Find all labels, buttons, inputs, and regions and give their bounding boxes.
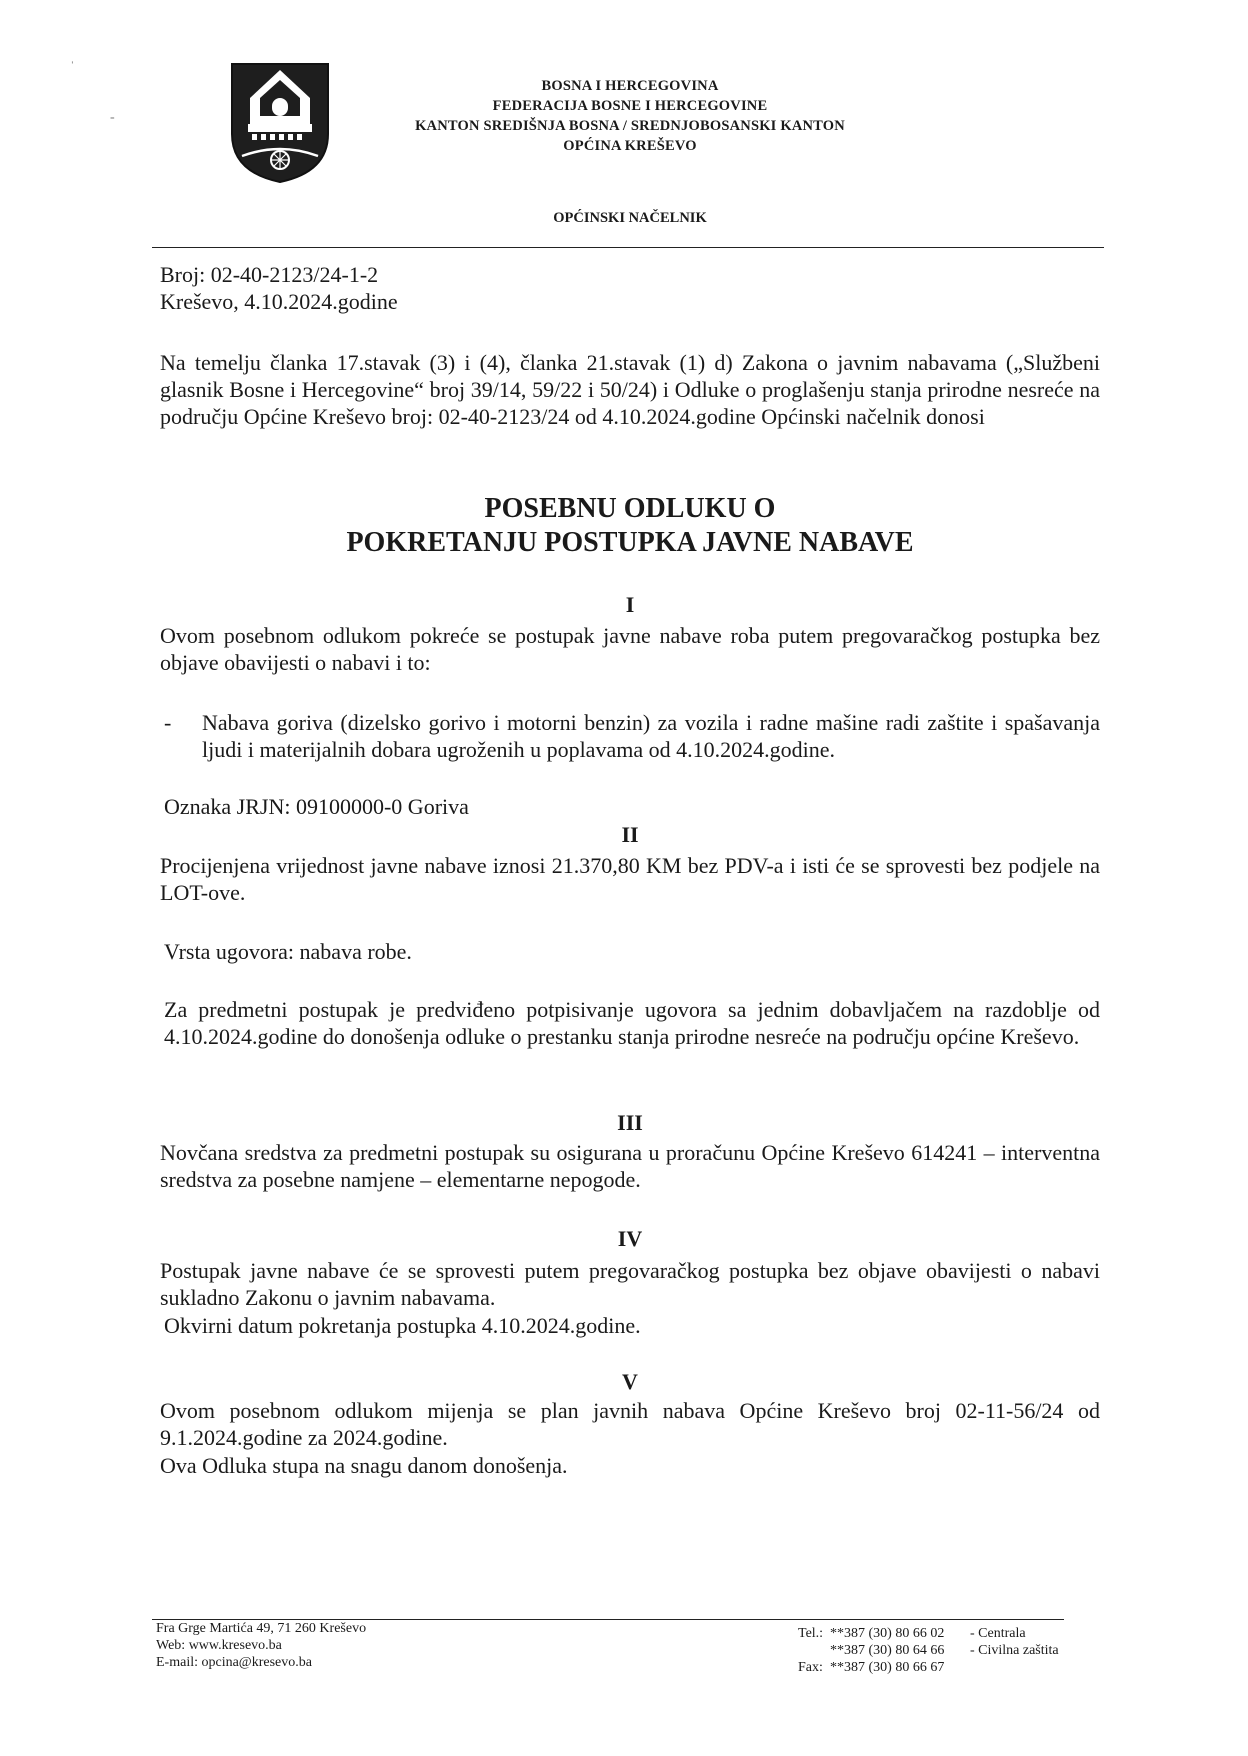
footer-tel-1-desc: - Centrala <box>970 1626 1026 1641</box>
section-heading-4: IV <box>617 1226 643 1251</box>
footer-tel-2-desc: - Civilna zaštita <box>970 1643 1059 1658</box>
section-4-text-content: Postupak javne nabave će se sprovesti putem pregovaračkog postupka bez objave obavijesti o nabavi sukladno Zakonu o javnim nabavama. <box>160 1258 1100 1310</box>
footer-tel-row-1 <box>798 1625 1059 1642</box>
section-3-text <box>160 1139 1100 1193</box>
section-2-value <box>160 852 1100 906</box>
footer-tel-2: **387 (30) 80 64 66 <box>830 1643 945 1658</box>
section-4-date: Okvirni datum pokretanja postupka 4.10.2024.godine. <box>164 1313 641 1338</box>
section-5-text <box>160 1397 1100 1451</box>
footer-email: E-mail: opcina@kresevo.ba <box>156 1655 312 1670</box>
section-heading-2: II <box>621 822 639 847</box>
office-title: OPĆINSKI NAČELNIK <box>553 210 707 226</box>
municipality-crest-icon <box>228 60 332 184</box>
section-heading-3: III <box>617 1110 643 1135</box>
footer-fax-label: Fax: <box>798 1660 823 1675</box>
section-heading-1: I <box>625 592 635 617</box>
document-place-date: Kreševo, 4.10.2024.godine <box>160 289 398 314</box>
issuer-header <box>330 76 930 156</box>
header-line-canton: KANTON SREDIŠNJA BOSNA / SREDNJOBOSANSKI KANTON <box>415 118 845 134</box>
footer-address: Fra Grge Martića 49, 71 260 Kreševo <box>156 1621 367 1636</box>
header-line-country: BOSNA I HERCEGOVINA <box>541 78 719 94</box>
header-line-federation: FEDERACIJA BOSNE I HERCEGOVINE <box>492 98 768 114</box>
section-2-value-text: Procijenjena vrijednost javne nabave iznosi 21.370,80 KM bez PDV-a i isti će se sprovesti bez podjele na LOT-ove. <box>160 853 1100 905</box>
footer-contact-right <box>798 1625 1059 1676</box>
footer-contact-left <box>156 1620 366 1671</box>
decision-title <box>160 492 1100 560</box>
footer-web: Web: www.kresevo.ba <box>156 1638 282 1653</box>
document-number: Broj: 02-40-2123/24-1-2 <box>160 262 379 287</box>
decision-title-line2: POKRETANJU POSTUPKA JAVNE NABAVE <box>346 527 914 558</box>
decision-title-line1: POSEBNU ODLUKU O <box>484 493 776 524</box>
footer-tel-1: **387 (30) 80 66 02 <box>830 1626 945 1641</box>
section-1-intro-text: Ovom posebnom odlukom pokreće se postupak javne nabave roba putem pregovaračkog postupka bez objave obavijesti o nabavi i to: <box>160 623 1100 675</box>
jrjn-code: Oznaka JRJN: 09100000-0 Goriva <box>164 794 469 819</box>
header-divider <box>152 247 1104 248</box>
section-1-bullet <box>160 709 1100 763</box>
preamble <box>160 349 1100 430</box>
section-5-effect: Ova Odluka stupa na snagu danom donošenja. <box>160 1453 568 1478</box>
section-4-text <box>160 1257 1100 1311</box>
scan-mark: - <box>110 110 115 125</box>
document-meta <box>160 261 398 315</box>
section-2-contract-note-text: Za predmetni postupak je predviđeno potpisivanje ugovora sa jednim dobavljačem na razdoblje od 4.10.2024.godine do donošenja odluke o prestanku stanja prirodne nesreće na području općine Kreševo. <box>164 997 1100 1049</box>
scan-mark: ˈ <box>70 60 75 75</box>
footer-tel-row-2 <box>798 1642 1059 1659</box>
preamble-text: Na temelju članka 17.stavak (3) i (4), članka 21.stavak (1) d) Zakona o javnim nabavama („Službeni glasnik Bosne i Hercegovine“ broj 39/14, 59/22 i 50/24) i Odluke o proglašenju stanja prirodne nesreće na području Općine Kreševo broj: 02-40-2123/24 od 4.10.2024.godine Općinski načelnik donosi <box>160 350 1100 429</box>
section-3-text-content: Novčana sredstva za predmetni postupak su osigurana u proračunu Općine Kreševo 614241 – interventna sredstva za posebne namjene – elementarne nepogode. <box>160 1140 1100 1192</box>
section-5-text-content: Ovom posebnom odlukom mijenja se plan javnih nabava Općine Kreševo broj 02-11-56/24 od 9.1.2024.godine za 2024.godine. <box>160 1398 1100 1450</box>
section-heading-5: V <box>622 1369 638 1394</box>
bullet-dash: - <box>164 710 172 735</box>
section-1-intro <box>160 622 1100 676</box>
footer-fax: **387 (30) 80 66 67 <box>830 1660 945 1675</box>
section-1-bullet-text: Nabava goriva (dizelsko gorivo i motorni benzin) za vozila i radne mašine radi zaštite i spašavanja ljudi i materijalnih dobara ugroženih u poplavama od 4.10.2024.godine. <box>202 710 1100 762</box>
contract-type: Vrsta ugovora: nabava robe. <box>164 939 412 964</box>
header-line-municipality: OPĆINA KREŠEVO <box>563 138 697 154</box>
footer-fax-row <box>798 1659 1059 1676</box>
section-2-contract-note <box>164 996 1100 1050</box>
footer-tel-label: Tel.: <box>798 1626 824 1641</box>
